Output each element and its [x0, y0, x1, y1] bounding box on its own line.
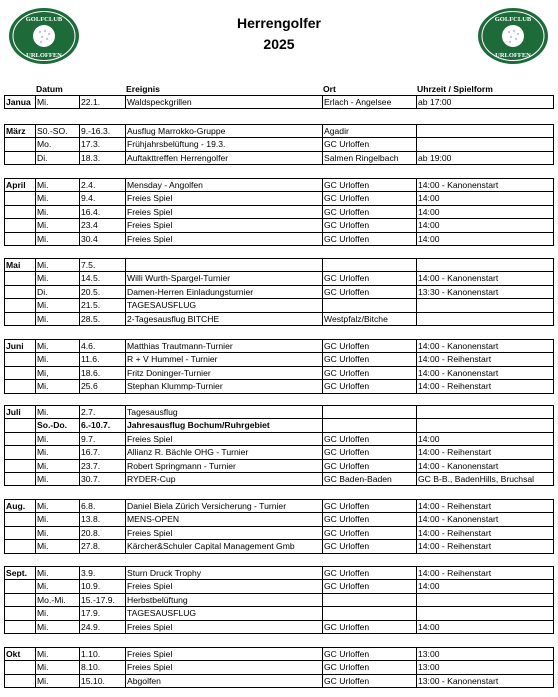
date-cell: 16.4. — [80, 205, 126, 218]
table-row — [5, 661, 554, 674]
date-cell: 11.6. — [80, 353, 126, 366]
table-row — [5, 526, 554, 539]
month-cell — [5, 272, 36, 285]
time-cell: 14:00 - Kanonenstart — [417, 179, 554, 192]
place-cell: GC Urloffen — [323, 179, 417, 192]
table-row — [5, 540, 554, 553]
event-cell: Waldspeckgrillen — [126, 96, 323, 109]
time-cell: 14:00 — [417, 580, 554, 593]
table-row — [5, 151, 554, 164]
date-cell: 27.8. — [80, 540, 126, 553]
month-cell — [5, 620, 36, 633]
day-cell: Mi. — [36, 661, 80, 674]
place-cell: GC Urloffen — [323, 285, 417, 298]
date-cell: 21.5. — [80, 299, 126, 312]
event-cell: Freies Spiel — [126, 192, 323, 205]
place-cell: GC Urloffen — [323, 648, 417, 661]
table-row — [5, 620, 554, 633]
place-cell: GC Urloffen — [323, 674, 417, 687]
time-cell — [417, 607, 554, 620]
event-cell: Jahresausflug Bochum/Ruhrgebiet — [126, 419, 323, 432]
day-cell: Mi. — [36, 607, 80, 620]
time-cell: 14:00 - Kanonenstart — [417, 272, 554, 285]
month-table — [4, 647, 554, 688]
month-cell — [5, 593, 36, 606]
month-cell — [5, 419, 36, 432]
time-cell — [417, 299, 554, 312]
time-cell: 13:00 — [417, 661, 554, 674]
month-cell — [5, 446, 36, 459]
event-cell: R + V Hummel - Turnier — [126, 353, 323, 366]
event-cell: Freies Spiel — [126, 219, 323, 232]
time-cell: 14:00 - Kanonenstart — [417, 459, 554, 472]
place-cell: GC Urloffen — [323, 340, 417, 353]
time-cell: 14:00 - Reihenstart — [417, 526, 554, 539]
page-title: Herrengolfer — [236, 15, 322, 31]
time-cell: 14:00 - Reihenstart — [417, 380, 554, 393]
month-table — [4, 405, 554, 486]
event-cell: Auftakttreffen Herrengolfer — [126, 151, 323, 164]
table-row — [5, 580, 554, 593]
time-cell: 14:00 — [417, 432, 554, 445]
day-cell: Mi. — [36, 432, 80, 445]
month-table — [4, 178, 554, 246]
month-cell — [5, 580, 36, 593]
table-row — [5, 473, 554, 486]
month-cell: Mai — [5, 259, 36, 272]
day-cell: Mi. — [36, 513, 80, 526]
date-cell: 20.8. — [80, 526, 126, 539]
day-cell: Mi. — [36, 406, 80, 419]
day-cell: Mi. — [36, 192, 80, 205]
header-datum: Datum — [36, 84, 63, 94]
month-cell — [5, 540, 36, 553]
month-cell — [5, 232, 36, 245]
month-table — [4, 95, 554, 109]
time-cell: 14:00 - Reihenstart — [417, 446, 554, 459]
table-row — [5, 366, 554, 379]
table-row — [5, 96, 554, 109]
day-cell: Mi. — [36, 648, 80, 661]
date-cell: 9.7. — [80, 432, 126, 445]
day-cell: Mi. — [36, 674, 80, 687]
month-cell — [5, 151, 36, 164]
place-cell — [323, 406, 417, 419]
month-cell: Sept. — [5, 567, 36, 580]
table-row — [5, 513, 554, 526]
month-cell: Juni — [5, 340, 36, 353]
svg-text:GOLFCLUB: GOLFCLUB — [494, 16, 532, 23]
place-cell: GC Urloffen — [323, 446, 417, 459]
table-row — [5, 232, 554, 245]
header-ereignis: Ereignis — [126, 84, 160, 94]
month-cell: Juli — [5, 406, 36, 419]
month-table — [4, 499, 554, 554]
month-cell — [5, 674, 36, 687]
month-cell — [5, 192, 36, 205]
month-cell — [5, 661, 36, 674]
event-cell: Frühjahrsbelüftung - 19.3. — [126, 138, 323, 151]
date-cell: 15.-17.9. — [80, 593, 126, 606]
date-cell: 30.4 — [80, 232, 126, 245]
table-row — [5, 272, 554, 285]
day-cell: S0.-SO. — [36, 125, 80, 138]
time-cell: ab 19:00 — [417, 151, 554, 164]
day-cell: Mi. — [36, 219, 80, 232]
table-row — [5, 205, 554, 218]
header-ort: Ort — [323, 84, 336, 94]
header-uhrzeit: Uhrzeit / Spielform — [417, 84, 493, 94]
day-cell: Mi. — [36, 459, 80, 472]
time-cell: 13:30 - Kanonenstart — [417, 285, 554, 298]
event-cell: MENS-OPEN — [126, 513, 323, 526]
month-cell — [5, 205, 36, 218]
place-cell: GC Urloffen — [323, 513, 417, 526]
date-cell: 8.10. — [80, 661, 126, 674]
event-cell: Sturn Druck Trophy — [126, 567, 323, 580]
event-cell: Freies Spiel — [126, 205, 323, 218]
place-cell: GC Urloffen — [323, 580, 417, 593]
date-cell: 22.1. — [80, 96, 126, 109]
event-cell — [126, 259, 323, 272]
day-cell: Mi. — [36, 620, 80, 633]
month-cell — [5, 432, 36, 445]
month-cell — [5, 138, 36, 151]
time-cell: 14:00 - Reihenstart — [417, 540, 554, 553]
place-cell: GC Baden-Baden — [323, 473, 417, 486]
place-cell: Westpfalz/Bitche — [323, 312, 417, 325]
date-cell: 28.5. — [80, 312, 126, 325]
time-cell — [417, 312, 554, 325]
table-row — [5, 446, 554, 459]
table-row — [5, 380, 554, 393]
event-cell: Freies Spiel — [126, 232, 323, 245]
place-cell — [323, 419, 417, 432]
time-cell: 14:00 - Kanonenstart — [417, 513, 554, 526]
day-cell: Mi. — [36, 380, 80, 393]
event-cell: Freies Spiel — [126, 648, 323, 661]
month-cell — [5, 285, 36, 298]
month-cell — [5, 299, 36, 312]
date-cell: 13.8. — [80, 513, 126, 526]
place-cell: GC Urloffen — [323, 540, 417, 553]
day-cell: Mi. — [36, 259, 80, 272]
date-cell: 9.-16.3. — [80, 125, 126, 138]
place-cell: GC Urloffen — [323, 500, 417, 513]
day-cell: Mi. — [36, 340, 80, 353]
place-cell: GC Urloffen — [323, 567, 417, 580]
event-cell: Matthias Trautmann-Turnier — [126, 340, 323, 353]
time-cell: 14:00 - Kanonenstart — [417, 340, 554, 353]
place-cell: GC Urloffen — [323, 366, 417, 379]
date-cell: 24.9. — [80, 620, 126, 633]
place-cell: Salmen Ringelbach — [323, 151, 417, 164]
table-row — [5, 500, 554, 513]
table-row — [5, 219, 554, 232]
event-cell: Freies Spiel — [126, 620, 323, 633]
date-cell: 9.4. — [80, 192, 126, 205]
event-cell: Allianz R. Bächle OHG - Turnier — [126, 446, 323, 459]
day-cell: Mi. — [36, 272, 80, 285]
table-row — [5, 259, 554, 272]
table-row — [5, 125, 554, 138]
time-cell — [417, 406, 554, 419]
place-cell: GC Urloffen — [323, 353, 417, 366]
place-cell: GC Urloffen — [323, 526, 417, 539]
date-cell: 17.9. — [80, 607, 126, 620]
date-cell: 23.4 — [80, 219, 126, 232]
month-cell: Janua — [5, 96, 36, 109]
day-cell: Mi, — [36, 366, 80, 379]
day-cell: Mi. — [36, 312, 80, 325]
date-cell: 30.7. — [80, 473, 126, 486]
date-cell: 14.5. — [80, 272, 126, 285]
date-cell: 20.5. — [80, 285, 126, 298]
event-cell: Freies Spiel — [126, 661, 323, 674]
month-cell: März — [5, 125, 36, 138]
time-cell: GC B-B., BadenHills, Bruchsal — [417, 473, 554, 486]
date-cell: 15.10. — [80, 674, 126, 687]
table-row — [5, 648, 554, 661]
event-cell: Ausflug Marrokko-Gruppe — [126, 125, 323, 138]
table-row — [5, 340, 554, 353]
time-cell: 14:00 - Reihenstart — [417, 567, 554, 580]
place-cell: GC Urloffen — [323, 661, 417, 674]
place-cell: GC Urloffen — [323, 192, 417, 205]
time-cell: 13:00 - Kanonenstart — [417, 674, 554, 687]
time-cell: 14:00 — [417, 205, 554, 218]
time-cell: 14:00 - Reihenstart — [417, 353, 554, 366]
place-cell: GC Urloffen — [323, 432, 417, 445]
month-cell — [5, 353, 36, 366]
place-cell: GC Urloffen — [323, 138, 417, 151]
svg-text:GOLFCLUB: GOLFCLUB — [25, 16, 63, 23]
time-cell: 14:00 — [417, 192, 554, 205]
month-cell: April — [5, 179, 36, 192]
table-row — [5, 567, 554, 580]
place-cell — [323, 607, 417, 620]
time-cell — [417, 138, 554, 151]
table-row — [5, 674, 554, 687]
event-cell: 2-Tagesausflug BITCHE — [126, 312, 323, 325]
day-cell: Mi. — [36, 473, 80, 486]
table-row — [5, 192, 554, 205]
month-cell — [5, 366, 36, 379]
month-cell — [5, 513, 36, 526]
time-cell: 14:00 — [417, 232, 554, 245]
time-cell — [417, 125, 554, 138]
event-cell: TAGESAUSFLUG — [126, 299, 323, 312]
place-cell: GC Urloffen — [323, 380, 417, 393]
date-cell: 25.6 — [80, 380, 126, 393]
month-cell — [5, 312, 36, 325]
day-cell: Mi. — [36, 540, 80, 553]
time-cell: 13:00 — [417, 648, 554, 661]
event-cell: TAGESAUSFLUG — [126, 607, 323, 620]
day-cell: Mi. — [36, 567, 80, 580]
date-cell: 6.-10.7. — [80, 419, 126, 432]
event-cell: Mensday - Angolfen — [126, 179, 323, 192]
time-cell: 14:00 - Kanonenstart — [417, 366, 554, 379]
day-cell: Mi. — [36, 446, 80, 459]
day-cell: So.-Do. — [36, 419, 80, 432]
time-cell: ab 17:00 — [417, 96, 554, 109]
month-cell — [5, 526, 36, 539]
date-cell: 17.3. — [80, 138, 126, 151]
table-row — [5, 312, 554, 325]
table-row — [5, 593, 554, 606]
event-cell: Daniel Biela Zürich Versicherung - Turnier — [126, 500, 323, 513]
table-row — [5, 459, 554, 472]
place-cell: GC Urloffen — [323, 205, 417, 218]
date-cell: 6.8. — [80, 500, 126, 513]
month-cell — [5, 459, 36, 472]
place-cell — [323, 299, 417, 312]
table-row — [5, 138, 554, 151]
table-row — [5, 179, 554, 192]
month-cell: Okt — [5, 648, 36, 661]
event-cell: Stephan Klummp-Turnier — [126, 380, 323, 393]
day-cell: Mo.-Mi. — [36, 593, 80, 606]
event-cell: Freies Spiel — [126, 432, 323, 445]
table-row — [5, 299, 554, 312]
place-cell: GC Urloffen — [323, 620, 417, 633]
event-cell: Fritz Doninger-Turnier — [126, 366, 323, 379]
place-cell: GC Urloffen — [323, 232, 417, 245]
date-cell: 16.7. — [80, 446, 126, 459]
page-year: 2025 — [263, 36, 295, 52]
table-row — [5, 432, 554, 445]
table-row — [5, 406, 554, 419]
event-cell: Kärcher&Schuler Capital Management Gmb — [126, 540, 323, 553]
event-cell: Willi Wurth-Spargel-Turnier — [126, 272, 323, 285]
time-cell — [417, 259, 554, 272]
place-cell: Agadir — [323, 125, 417, 138]
day-cell: Di. — [36, 285, 80, 298]
place-cell — [323, 593, 417, 606]
month-table — [4, 258, 554, 326]
time-cell: 14:00 — [417, 219, 554, 232]
table-row — [5, 285, 554, 298]
month-table — [4, 566, 554, 634]
day-cell: Mi. — [36, 526, 80, 539]
month-cell — [5, 219, 36, 232]
month-cell — [5, 473, 36, 486]
day-cell: Mi. — [36, 96, 80, 109]
table-row — [5, 419, 554, 432]
day-cell: Mi. — [36, 179, 80, 192]
day-cell: Mi. — [36, 232, 80, 245]
month-cell — [5, 380, 36, 393]
place-cell: Erlach - Angelsee — [323, 96, 417, 109]
place-cell: GC Urloffen — [323, 219, 417, 232]
table-row — [5, 353, 554, 366]
svg-text:URLOFFEN: URLOFFEN — [495, 52, 531, 59]
month-cell — [5, 607, 36, 620]
date-cell: 18.3. — [80, 151, 126, 164]
event-cell: Freies Spiel — [126, 580, 323, 593]
place-cell: GC Urloffen — [323, 272, 417, 285]
place-cell — [323, 259, 417, 272]
date-cell: 7.5. — [80, 259, 126, 272]
date-cell: 10.9. — [80, 580, 126, 593]
time-cell: 14:00 - Reihenstart — [417, 500, 554, 513]
date-cell: 1.10. — [80, 648, 126, 661]
day-cell: Mi. — [36, 353, 80, 366]
day-cell: Mi. — [36, 205, 80, 218]
day-cell: Mi. — [36, 299, 80, 312]
event-cell: Robert Springmann - Turnier — [126, 459, 323, 472]
date-cell: 2.7. — [80, 406, 126, 419]
date-cell: 4.6. — [80, 340, 126, 353]
event-cell: Damen-Herren Einladungsturnier — [126, 285, 323, 298]
day-cell: Mi. — [36, 580, 80, 593]
event-cell: Tagesausflug — [126, 406, 323, 419]
time-cell — [417, 593, 554, 606]
time-cell — [417, 419, 554, 432]
day-cell: Mo. — [36, 138, 80, 151]
table-row — [5, 607, 554, 620]
date-cell: 23.7. — [80, 459, 126, 472]
date-cell: 18.6. — [80, 366, 126, 379]
month-table — [4, 124, 554, 165]
day-cell: Di. — [36, 151, 80, 164]
time-cell: 14:00 — [417, 620, 554, 633]
event-cell: RYDER-Cup — [126, 473, 323, 486]
event-cell: Freies Spiel — [126, 526, 323, 539]
month-cell: Aug. — [5, 500, 36, 513]
place-cell: GC Urloffen — [323, 459, 417, 472]
date-cell: 2.4. — [80, 179, 126, 192]
month-table — [4, 339, 554, 394]
day-cell: Mi. — [36, 500, 80, 513]
event-cell: Abgolfen — [126, 674, 323, 687]
event-cell: Herbstbelüftung — [126, 593, 323, 606]
date-cell: 3.9. — [80, 567, 126, 580]
svg-text:URLOFFEN: URLOFFEN — [26, 52, 62, 59]
